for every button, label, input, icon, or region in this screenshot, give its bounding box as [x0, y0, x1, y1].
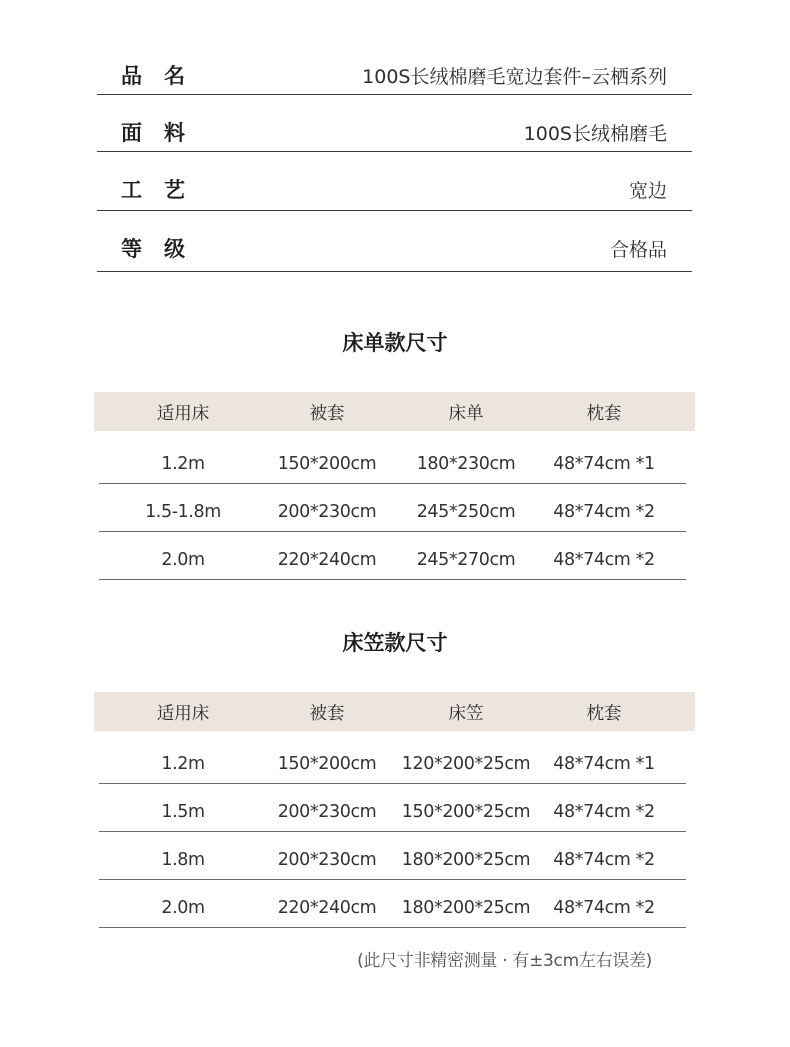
table-cell: 1.5-1.8m: [145, 502, 221, 522]
table-cell: 220*240cm: [277, 550, 377, 570]
table-header-cell: 床单: [448, 404, 484, 424]
spec-value: 宽边: [628, 180, 667, 202]
table-cell: 200*230cm: [277, 502, 377, 522]
spec-label: 工艺: [121, 178, 207, 202]
table-cell: 1.8m: [161, 850, 205, 870]
spec-label: 等级: [121, 237, 207, 261]
table-row-divider: [99, 879, 686, 880]
table-header-cell: 枕套: [586, 404, 622, 424]
table-cell: 1.2m: [161, 454, 205, 474]
measurement-note: (此尺寸非精密测量 · 有±3cm左右误差): [357, 951, 652, 971]
table-cell: 180*200*25cm: [401, 898, 531, 918]
table-cell: 150*200cm: [277, 754, 377, 774]
spec-row-craft: [97, 169, 692, 211]
table-cell: 1.2m: [161, 754, 205, 774]
table-cell: 48*74cm *2: [553, 502, 655, 522]
table-cell: 48*74cm *2: [553, 550, 655, 570]
table-cell: 2.0m: [161, 898, 205, 918]
table-cell: 180*230cm: [416, 454, 516, 474]
spec-label: 面料: [121, 121, 207, 145]
table-row-divider: [99, 483, 686, 484]
table-header-cell: 枕套: [586, 704, 622, 724]
fitted-table-title: 床笠款尺寸: [342, 631, 448, 655]
table-cell: 2.0m: [161, 550, 205, 570]
spec-row-fabric: [97, 112, 692, 152]
table-row-divider: [99, 783, 686, 784]
spec-value: 合格品: [609, 239, 667, 261]
table-cell: 48*74cm *1: [553, 454, 655, 474]
spec-row-grade: [97, 228, 692, 272]
table-cell: 48*74cm *1: [553, 754, 655, 774]
table-cell: 180*200*25cm: [401, 850, 531, 870]
table-header-cell: 适用床: [156, 404, 210, 424]
spec-row-name: [97, 54, 692, 95]
table-cell: 200*230cm: [277, 802, 377, 822]
table-cell: 150*200*25cm: [401, 802, 531, 822]
table-row-divider: [99, 927, 686, 928]
table-header-cell: 被套: [309, 704, 345, 724]
table-cell: 1.5m: [161, 802, 205, 822]
table-cell: 245*270cm: [416, 550, 516, 570]
sheet-table-title: 床单款尺寸: [342, 331, 448, 355]
table-cell: 120*200*25cm: [401, 754, 531, 774]
table-cell: 220*240cm: [277, 898, 377, 918]
table-cell: 48*74cm *2: [553, 850, 655, 870]
table-cell: 48*74cm *2: [553, 802, 655, 822]
spec-value: 100S长绒棉磨毛: [523, 123, 667, 145]
table-cell: 200*230cm: [277, 850, 377, 870]
spec-value: 100S长绒棉磨毛宽边套件–云栖系列: [362, 66, 667, 88]
table-header-cell: 床笠: [448, 704, 484, 724]
table-row-divider: [99, 531, 686, 532]
table-header-cell: 被套: [309, 404, 345, 424]
table-header-cell: 适用床: [156, 704, 210, 724]
table-cell: 245*250cm: [416, 502, 516, 522]
table-cell: 150*200cm: [277, 454, 377, 474]
table-row-divider: [99, 579, 686, 580]
table-cell: 48*74cm *2: [553, 898, 655, 918]
spec-label: 品名: [121, 64, 207, 88]
table-row-divider: [99, 831, 686, 832]
